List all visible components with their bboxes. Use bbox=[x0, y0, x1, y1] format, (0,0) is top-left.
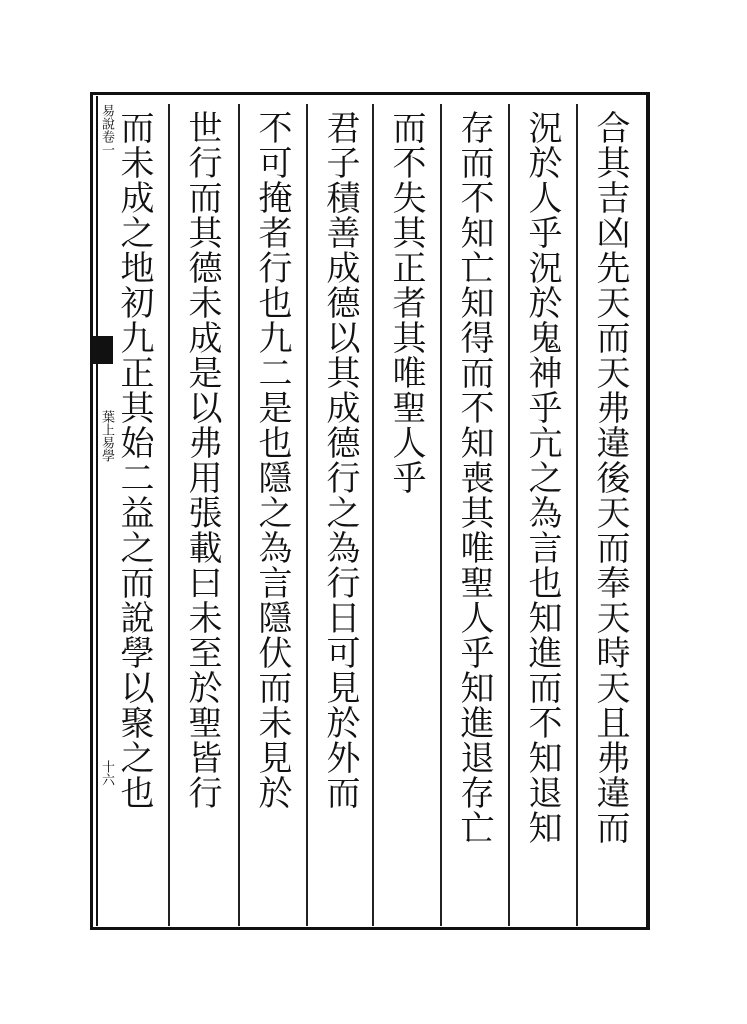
text-column-1: 合其吉凶先天而天弗違後天而奉天時天且弗違而 bbox=[590, 110, 630, 845]
text-column-4: 而不失其正者其唯聖人乎 bbox=[386, 110, 426, 495]
column-rule bbox=[306, 104, 308, 926]
text-column-7: 世行而其德未成是以弗用張載曰未至於聖皆行 bbox=[182, 110, 222, 810]
column-rule bbox=[168, 104, 170, 926]
column-rule bbox=[238, 104, 240, 926]
text-column-5: 君子積善成德以其成德行之為行日可見於外而 bbox=[320, 110, 360, 810]
column-rule bbox=[508, 104, 510, 926]
text-column-2: 況於人乎況於鬼神乎亢之為言也知進而不知退知 bbox=[522, 110, 562, 845]
margin-page-number: 十六 bbox=[99, 760, 114, 786]
column-rule bbox=[372, 104, 374, 926]
margin-book-title: 葉上易學 bbox=[99, 410, 114, 462]
column-rule bbox=[576, 104, 578, 926]
text-column-3: 存而不知亡知得而不知喪其唯聖人乎知進退存亡 bbox=[454, 110, 494, 845]
margin-top-text: 易說卷一 bbox=[99, 104, 114, 156]
column-rule bbox=[440, 104, 442, 926]
text-column-6: 不可掩者行也九二是也隱之為言隱伏而未見於 bbox=[252, 110, 292, 810]
text-column-8: 而未成之地初九正其始二益之而說學以聚之也 bbox=[114, 110, 154, 810]
